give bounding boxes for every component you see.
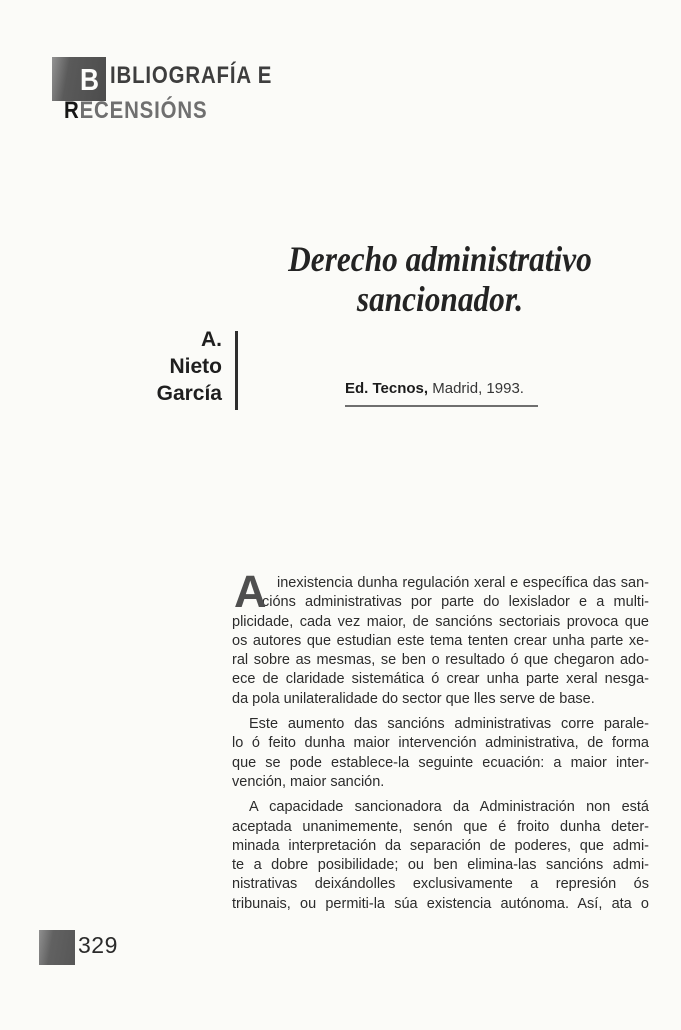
- page-number: 329: [78, 932, 118, 958]
- author-line: García: [156, 382, 222, 405]
- body-line: Este aumento das sancións administrativas corre parale-: [249, 716, 649, 733]
- author-line: A.: [201, 328, 222, 351]
- body-line: aceptada unanimemente, senón que é froito dunha deter-: [232, 818, 649, 835]
- body-line: minada interpretación da separación de poderes, que admi-: [232, 837, 649, 854]
- author-line: Nieto: [169, 355, 222, 378]
- publisher-underlined: [345, 379, 538, 407]
- paragraph-3: [232, 798, 649, 914]
- footer-page-marker-square: [39, 930, 75, 965]
- body-line: que se pode establece-la seguinte ecuación: a maior inter-: [232, 754, 649, 771]
- body-line: os autores que estudian este tema tenten crear unha parte xe-: [232, 632, 649, 649]
- header-title-line2-rest: ECENSIÓNS: [79, 97, 208, 124]
- header-title-line2: [64, 96, 207, 126]
- author-block: [110, 326, 222, 407]
- body-line: da pola unilateralidade do sector que lles serve de base.: [232, 690, 595, 707]
- header-initial-letter-r: R: [64, 97, 80, 124]
- paragraph-2: [232, 715, 649, 792]
- paragraph-1: [232, 566, 649, 709]
- publisher-name: Ed. Tecnos,: [345, 380, 429, 397]
- body-line: ral sobre as mesmas, se ben o resultado ó que chegaron ado-: [232, 652, 649, 669]
- body-line: A capacidade sancionadora da Administración non está: [249, 799, 649, 816]
- author-divider-line: [235, 331, 238, 410]
- body-line: vención, maior sanción.: [232, 773, 385, 790]
- header-title-line1: IBLIOGRAFÍA E: [110, 62, 273, 89]
- body-text: [232, 566, 649, 914]
- body-line: te a dobre posibilidade; ou ben elimina-las sancións admi-: [232, 857, 649, 874]
- header-initial-square: [52, 57, 106, 101]
- body-line: cións administrativas por parte do lexislador e a multi-: [262, 594, 649, 611]
- publisher-line: [345, 379, 538, 407]
- body-line: ece de claridade sistemática ó crear unha parte xeral nesga-: [232, 671, 649, 688]
- book-title: Derecho administrativo sancionador.: [288, 239, 592, 319]
- body-line: inexistencia dunha regulación xeral e específica das san-: [277, 575, 649, 591]
- drop-cap: A: [234, 566, 267, 617]
- header-initial-letter-b: B: [80, 62, 100, 97]
- body-line: plicidade, cada vez maior, de sancións sectoriais provoca que: [232, 613, 649, 630]
- body-line: nistrativas deixándolles exclusivamente a represión ós: [232, 876, 649, 893]
- body-line: tribunais, ou permiti-la súa existencia autónoma. Así, ata o: [232, 895, 649, 912]
- publisher-place-year: Madrid, 1993.: [428, 380, 524, 397]
- body-line: lo ó feito dunha maior intervención administrativa, de forma: [232, 735, 649, 752]
